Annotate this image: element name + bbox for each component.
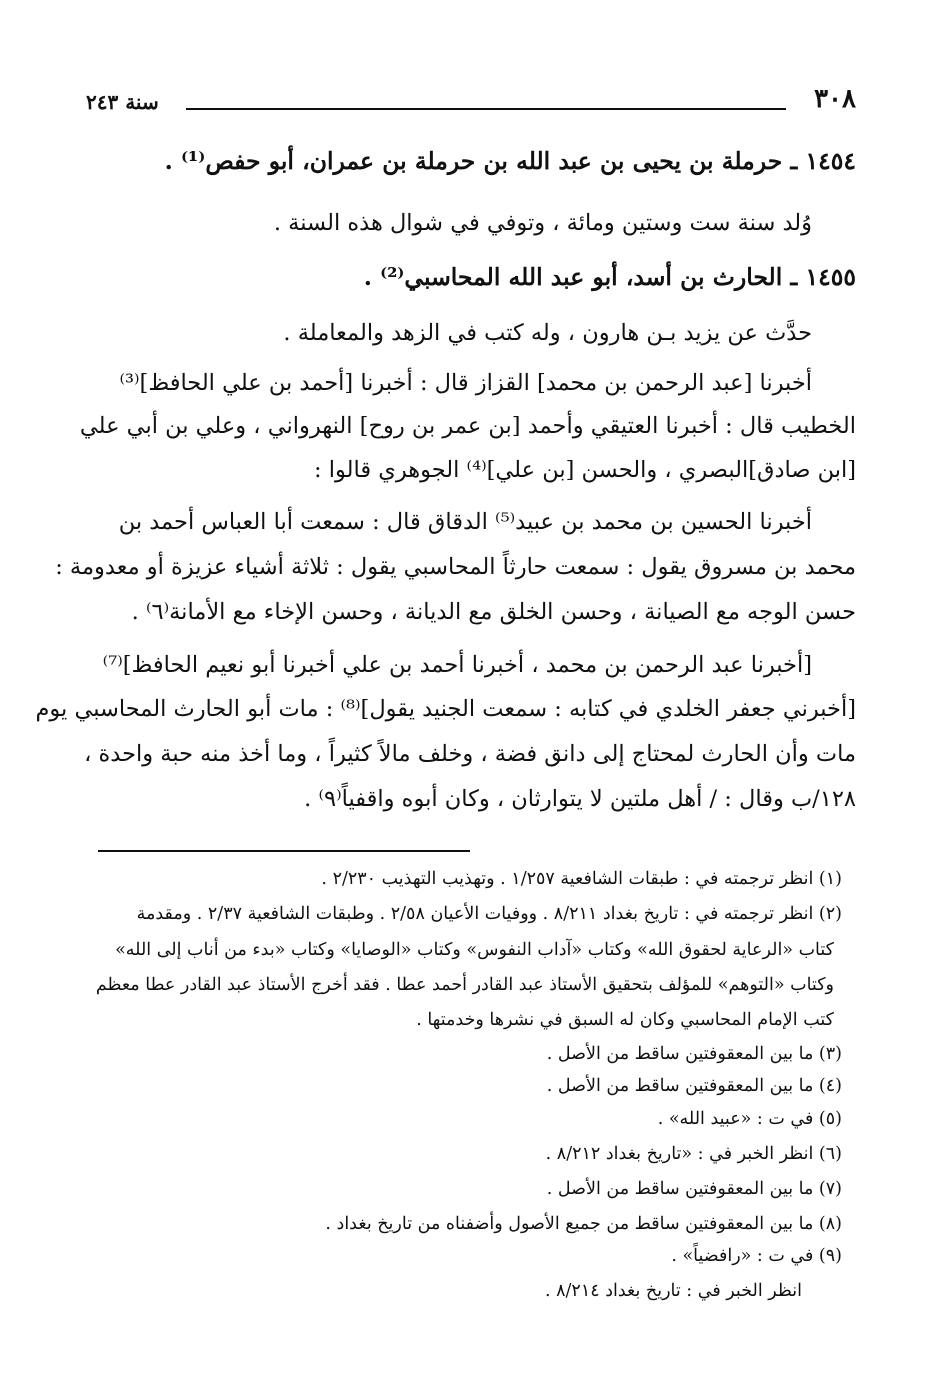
running-head-year: سنة ٢٤٣ [86, 90, 159, 114]
footnote: (٧) ما بين المعقوفتين ساقط من الأصل . [546, 1179, 842, 1199]
header-rule [186, 108, 786, 110]
body-line: [أخبرنا عبد الرحمن بن محمد ، أخبرنا أحمد بن علي أخبرنا أبو نعيم الحافظ]⁽⁷⁾ [102, 652, 812, 678]
body-line: الخطيب قال : أخبرنا العتيقي وأحمد [بن عمر بن روح] النهرواني ، وعلي بن أبي علي [79, 413, 856, 439]
page-header [86, 84, 856, 124]
footnote-continuation: كتب الإمام المحاسبي وكان له السبق في نشرها وخدمتها . [416, 1010, 834, 1030]
footnote: (٢) انظر ترجمته في : تاريخ بغداد ٨/٢١١ . ووفيات الأعيان ٢/٥٨ . وطبقات الشافعية ٢/٣٧ . ومقدمة [136, 904, 842, 924]
entry-heading-1454: ١٤٥٤ ـ حرملة بن يحيى بن عبد الله بن حرملة بن عمران، أبو حفص⁽¹⁾ . [164, 147, 856, 175]
page-number: ٣٠٨ [814, 84, 856, 114]
footnote: (١) انظر ترجمته في : طبقات الشافعية ١/٢٥٧ . وتهذيب التهذيب ٢/٢٣٠ . [321, 869, 842, 889]
body-line: حدَّث عن يزيد بـن هارون ، وله كتب في الزهد والمعاملة . [283, 320, 812, 346]
footnote: (٨) ما بين المعقوفتين ساقط من جميع الأصول وأضفناه من تاريخ بغداد . [325, 1214, 842, 1234]
body-line: ١٢٨/ب وقال : / أهل ملتين لا يتوارثان ، وكان أبوه واقفياً⁽٩⁾ . [304, 786, 856, 812]
footnote-continuation: كتاب «الرعاية لحقوق الله» وكتاب «آداب النفوس» وكتاب «الوصايا» وكتاب «بدء من أناب إلى الله» [115, 940, 834, 960]
footnote: (٩) في ت : «رافضياً» . [671, 1246, 842, 1266]
body-line: حسن الوجه مع الصيانة ، وحسن الخلق مع الديانة ، وحسن الإخاء مع الأمانة⁽٦⁾ . [131, 599, 856, 625]
footnote-continuation: انظر الخبر في : تاريخ بغداد ٨/٢١٤ . [544, 1281, 802, 1301]
body-line: [ابن صادق]البصري ، والحسن [بن علي]⁽⁴⁾ الجوهري قالوا : [314, 457, 856, 483]
footnote-continuation: وكتاب «التوهم» للمؤلف بتحقيق الأستاذ عبد القادر أحمد عطا . فقد أخرج الأستاذ عبد القادر عطا معظم [95, 975, 834, 995]
body-line: أخبرنا الحسين بن محمد بن عبيد⁽⁵⁾ الدقاق قال : سمعت أبا العباس أحمد بن [118, 509, 812, 535]
entry-heading-1455: ١٤٥٥ ـ الحارث بن أسد، أبو عبد الله المحاسبي⁽²⁾ . [363, 263, 856, 291]
footnote: (٦) انظر الخبر في : «تاريخ بغداد ٨/٢١٢ . [545, 1144, 842, 1164]
footnote: (٥) في ت : «عبيد الله» . [657, 1109, 842, 1129]
footnote: (٣) ما بين المعقوفتين ساقط من الأصل . [546, 1044, 842, 1064]
body-line: وُلد سنة ست وستين ومائة ، وتوفي في شوال هذه السنة . [273, 210, 812, 236]
body-line: [أخبرني جعفر الخلدي في كتابه : سمعت الجنيد يقول]⁽⁸⁾ : مات أبو الحارث المحاسبي يوم [35, 696, 856, 722]
body-line: محمد بن مسروق يقول : سمعت حارثاً المحاسبي يقول : ثلاثة أشياء عزيزة أو معدومة : [55, 554, 856, 580]
footnote: (٤) ما بين المعقوفتين ساقط من الأصل . [546, 1076, 842, 1096]
body-line: أخبرنا [عبد الرحمن بن محمد] القزاز قال : أخبرنا [أحمد بن علي الحافظ]⁽³⁾ [119, 370, 812, 396]
footnote-separator [98, 850, 470, 852]
body-line: مات وأن الحارث لمحتاج إلى دانق فضة ، وخلف مالاً كثيراً ، وما أخذ منه حبة واحدة ، [84, 741, 856, 767]
